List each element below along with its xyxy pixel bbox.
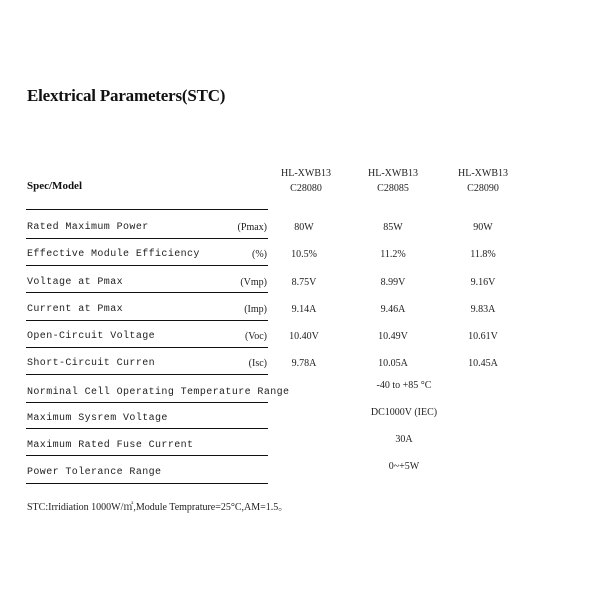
cell-imp-c28085: 9.46A [380, 304, 406, 315]
row-rule [26, 238, 268, 239]
row-rule [26, 347, 268, 348]
row-label-max-system-voltage: Maximum Sysrem Voltage [27, 413, 168, 424]
model-header-3 [443, 166, 523, 196]
row-symbol-voc: (Voc) [244, 331, 267, 342]
cell-max-system-voltage: DC1000V (IEC) [370, 407, 438, 418]
cell-isc-c28085: 10.05A [378, 358, 408, 369]
cell-isc-c28090: 10.45A [468, 358, 498, 369]
row-label-current-at-pmax: Current at Pmax [27, 304, 124, 315]
row-rule [26, 402, 268, 403]
row-symbol-percent: (%) [252, 249, 267, 260]
model-3-code: C28090 [467, 183, 499, 194]
cell-voc-c28090: 10.61V [468, 331, 498, 342]
row-symbol-pmax: (Pmax) [237, 222, 267, 233]
model-header-2 [353, 166, 433, 196]
row-label-short-circuit-current: Short-Circuit Curren [27, 358, 156, 369]
cell-efficiency-c28090: 11.8% [470, 249, 496, 260]
model-3-series: HL-XWB13 [458, 168, 508, 179]
cell-pmax-c28085: 85W [383, 222, 403, 233]
row-label-rated-max-power: Rated Maximum Power [27, 222, 149, 233]
model-1-series: HL-XWB13 [281, 168, 331, 179]
cell-efficiency-c28085: 11.2% [380, 249, 406, 260]
cell-imp-c28090: 9.83A [470, 304, 496, 315]
model-header-1 [266, 166, 346, 196]
row-symbol-vmp: (Vmp) [240, 277, 267, 288]
row-rule [26, 320, 268, 321]
header-rule [26, 209, 268, 210]
cell-noct-range: -40 to +85 °C [376, 380, 432, 391]
page-title: Elextrical Parameters(STC) [27, 86, 226, 105]
row-symbol-imp: (Imp) [244, 304, 267, 315]
cell-efficiency-c28080: 10.5% [291, 249, 317, 260]
row-rule [26, 483, 268, 484]
cell-isc-c28080: 9.78A [291, 358, 317, 369]
spec-model-header: Spec/Model [27, 180, 82, 192]
row-rule [26, 292, 268, 293]
cell-vmp-c28080: 8.75V [291, 277, 317, 288]
cell-vmp-c28085: 8.99V [380, 277, 406, 288]
cell-max-fuse-current: 30A [395, 434, 413, 445]
row-rule [26, 265, 268, 266]
row-label-noct-range: Norminal Cell Operating Temperature Range [27, 387, 290, 398]
model-1-code: C28080 [290, 183, 322, 194]
row-rule [26, 455, 268, 456]
row-label-voltage-at-pmax: Voltage at Pmax [27, 277, 124, 288]
model-2-code: C28085 [377, 183, 409, 194]
stc-footnote: STC:Irridiation 1000W/㎡,Module Temprature=25°C,AM=1.5。 [27, 502, 289, 513]
row-label-module-efficiency: Effective Module Efficiency [27, 249, 200, 260]
row-rule [26, 374, 268, 375]
cell-pmax-c28090: 90W [473, 222, 493, 233]
row-symbol-isc: (Isc) [248, 358, 267, 369]
cell-voc-c28080: 10.40V [289, 331, 319, 342]
cell-power-tolerance: 0~+5W [388, 461, 420, 472]
row-rule [26, 428, 268, 429]
row-label-open-circuit-voltage: Open-Circuit Voltage [27, 331, 156, 342]
cell-pmax-c28080: 80W [294, 222, 314, 233]
cell-voc-c28085: 10.49V [378, 331, 408, 342]
row-label-max-fuse-current: Maximum Rated Fuse Current [27, 440, 194, 451]
model-2-series: HL-XWB13 [368, 168, 418, 179]
cell-imp-c28080: 9.14A [291, 304, 317, 315]
cell-vmp-c28090: 9.16V [470, 277, 496, 288]
row-label-power-tolerance: Power Tolerance Range [27, 467, 162, 478]
